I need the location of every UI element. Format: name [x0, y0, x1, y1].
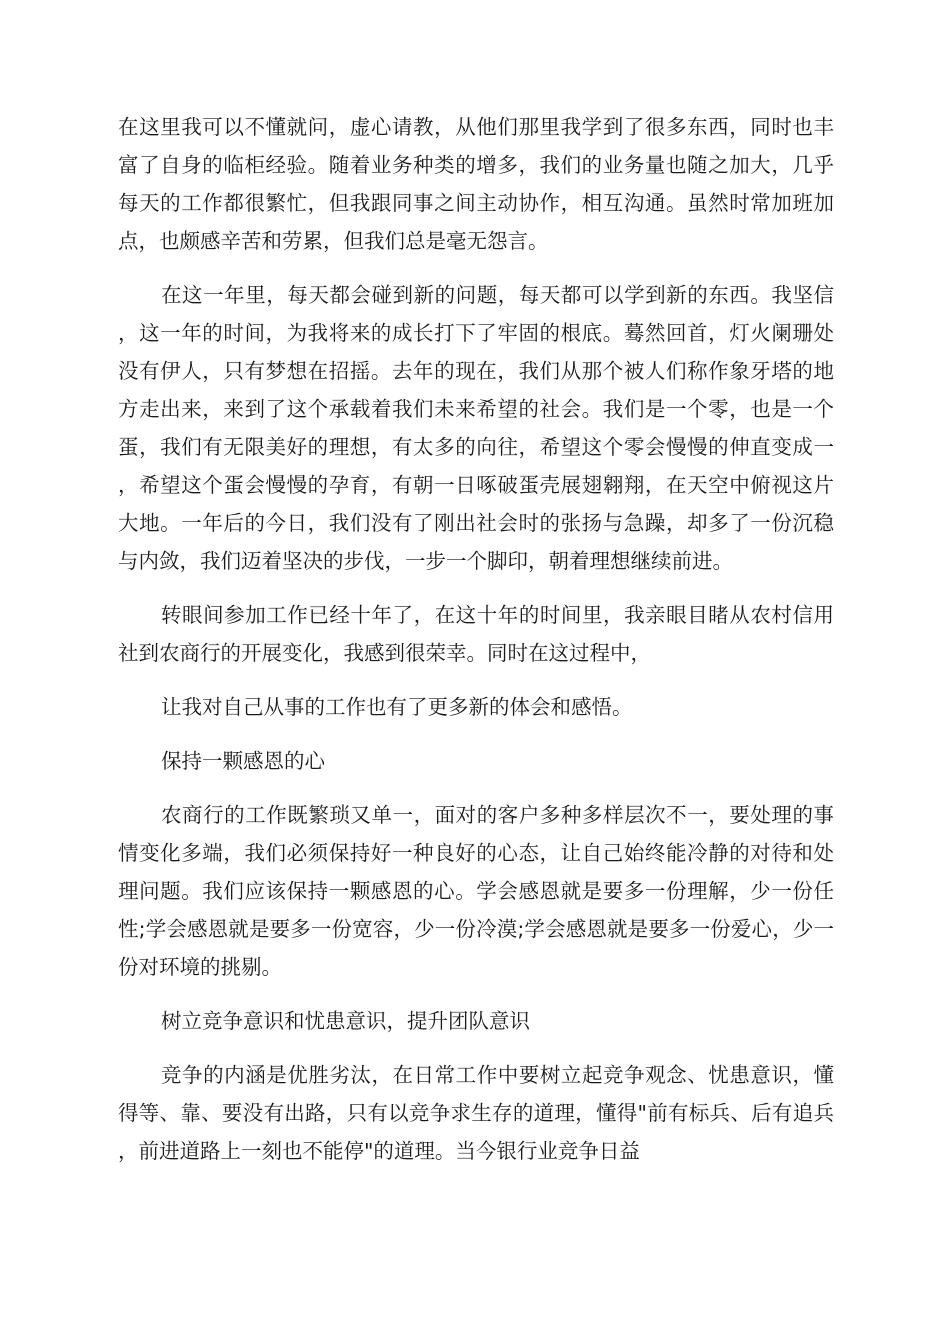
paragraph-4: 让我对自己从事的工作也有了更多新的体会和感悟。	[161, 695, 633, 719]
section-heading-competition: 树立竞争意识和忧患意识，提升团队意识	[161, 1009, 530, 1033]
paragraph-6: 竞争的内涵是优胜劣汰，在日常工作中要树立起竞争观念、忧患意识，懂得等、靠、要没有出路，只有以竞争求生存的道理，懂得"前有标兵、后有追兵，前进道路上一刻也不能停"的道理。当今银行业竞争日益	[118, 1063, 834, 1163]
section-heading-gratitude: 保持一颗感恩的心	[161, 749, 325, 773]
document-body	[118, 108, 834, 1186]
paragraph-5: 农商行的工作既繁琐又单一，面对的客户多种多样层次不一，要处理的事情变化多端，我们必须保持好一种良好的心态，让自己始终能冷静的对待和处理问题。我们应该保持一颗感恩的心。学会感恩就是要多一份理解，少一份任性;学会感恩就是要多一份宽容，少一份冷漠;学会感恩就是要多一份爱心，少一份对环境的挑剔。	[118, 803, 834, 979]
paragraph-1: 在这里我可以不懂就问，虚心请教，从他们那里我学到了很多东西，同时也丰富了自身的临柜经验。随着业务种类的增多，我们的业务量也随之加大，几乎每天的工作都很繁忙，但我跟同事之间主动协作，相互沟通。虽然时常加班加点，也颇感辛苦和劳累，但我们总是毫无怨言。	[118, 115, 834, 253]
paragraph-2: 在这一年里，每天都会碰到新的问题，每天都可以学到新的东西。我坚信，这一年的时间，为我将来的成长打下了牢固的根底。蓦然回首，灯火阑珊处没有伊人，只有梦想在招摇。去年的现在，我们从那个被人们称作象牙塔的地方走出来，来到了这个承载着我们未来希望的社会。我们是一个零，也是一个蛋，我们有无限美好的理想，有太多的向往，希望这个零会慢慢的伸直变成一，希望这个蛋会慢慢的孕育，有朝一日啄破蛋壳展翅翱翔，在天空中俯视这片大地。一年后的今日，我们没有了刚出社会时的张扬与急躁，却多了一份沉稳与内敛，我们迈着坚决的步伐，一步一个脚印，朝着理想继续前进。	[118, 283, 834, 573]
paragraph-3: 转眼间参加工作已经十年了，在这十年的时间里，我亲眼目睹从农村信用社到农商行的开展变化，我感到很荣幸。同时在这过程中，	[118, 603, 834, 665]
